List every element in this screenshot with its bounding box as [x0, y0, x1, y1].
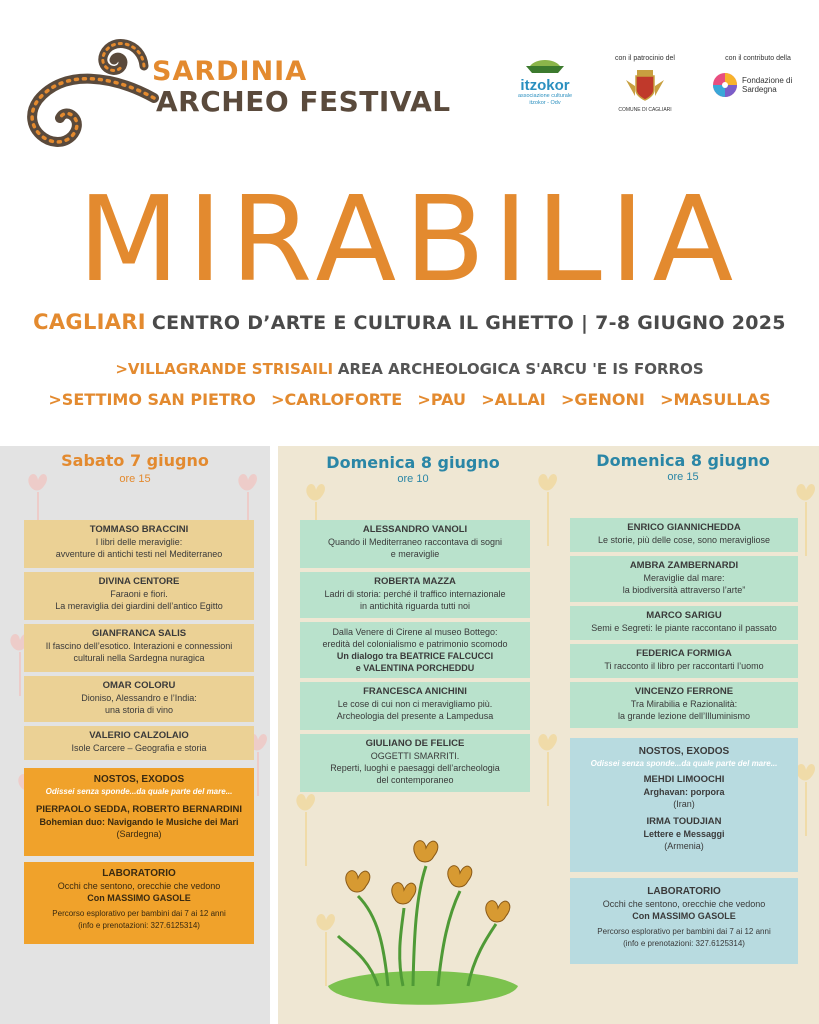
talk-line: e VALENTINA PORCHEDDU: [355, 663, 475, 673]
venue-villagrande-detail: AREA ARCHEOLOGICA S'ARCU 'E IS FORROS: [337, 360, 704, 378]
cagliari-crest-icon: [623, 66, 667, 104]
talk-line: avventure di antichi testi nel Mediterraneo: [55, 549, 223, 559]
day-date: 8 giugno: [690, 451, 770, 470]
talk-line: Con MASSIMO GASOLE: [632, 911, 736, 921]
day-time-sunday-morning: ore 10: [397, 473, 429, 485]
festival-logo-spiral: [24, 28, 159, 156]
speaker-name: FEDERICA FORMIGA: [636, 648, 732, 659]
talk-line: I libri delle meraviglie:: [95, 537, 183, 547]
speaker-name: AMBRA ZAMBERNARDI: [629, 560, 739, 571]
nostos-exodos-card: [570, 738, 798, 872]
nostos-exodos-card: [24, 768, 254, 856]
talk-line: Dalla Venere di Cirene al museo Bottego:: [332, 627, 498, 637]
itzokor-boat-icon: [522, 56, 568, 76]
venue-villagrande: >VILLAGRANDE STRISAILI: [115, 360, 334, 378]
speaker-name: VINCENZO FERRONE: [634, 686, 734, 697]
speaker-name: FRANCESCA ANICHINI: [363, 686, 467, 697]
talk-line: culturali nella Sardegna nuragica: [73, 653, 205, 663]
card-heading: LABORATORIO: [102, 868, 176, 879]
day-time-sunday-afternoon: ore 15: [667, 471, 699, 483]
talk-line: Un dialogo tra BEATRICE FALCUCCI: [336, 651, 494, 661]
talk-card: [300, 572, 530, 618]
talk-line: Arghavan: porpora: [643, 787, 725, 797]
speaker-name: GIULIANO DE FELICE: [365, 738, 465, 749]
talk-line: Archeologia del presente a Lampedusa: [336, 711, 494, 721]
talk-line: Reperti, luoghi e paesaggi dell’archeologia: [330, 763, 500, 773]
talk-line: Il fascino dell’esotico. Interazioni e connessioni: [45, 641, 233, 651]
talk-card: [570, 518, 798, 552]
talk-line: eredità del colonialismo e patrimonio scomodo: [322, 639, 508, 649]
speaker-name: DIVINA CENTORE: [98, 576, 180, 587]
talk-line: Bohemian duo: Navigando le Musiche dei Mari: [39, 817, 239, 827]
talk-line: del contemporaneo: [376, 775, 454, 785]
sponsor-itzokor: [510, 56, 580, 106]
talk-card: [24, 676, 254, 722]
day-name: Sabato: [61, 451, 125, 470]
talk-line: Ti racconto il libro per raccontarti l’uomo: [604, 661, 764, 671]
card-subheading: Odissei senza sponde...da quale parte del mare...: [45, 787, 233, 796]
card-heading: NOSTOS, EXODOS: [93, 774, 185, 785]
fondazione-logo-icon: [712, 72, 738, 98]
speaker-name: IRMA TOUDJIAN: [646, 816, 722, 827]
talk-card: [570, 606, 798, 640]
talk-line: Percorso esplorativo per bambini dai 7 ai 12 anni: [597, 927, 771, 936]
talk-line: Quando il Mediterraneo raccontava di sogni: [327, 537, 503, 547]
talk-line: Dioniso, Alessandro e l’India:: [81, 693, 197, 703]
venue-item: >SETTIMO SAN PIETRO: [48, 390, 256, 409]
talk-card: [24, 520, 254, 568]
location-city: CAGLIARI: [33, 310, 146, 334]
speaker-name: OMAR COLORU: [102, 680, 176, 691]
talk-line: (Iran): [673, 799, 695, 809]
comune-name: COMUNE DI CAGLIARI: [618, 107, 672, 113]
speaker-name: MEHDI LIMOOCHI: [643, 774, 725, 785]
program-columns-sunday: [278, 446, 819, 1024]
talk-card: [300, 520, 530, 568]
main-title: MIRABILIA: [77, 170, 742, 308]
talk-card: [24, 572, 254, 620]
venue-line-2: [0, 390, 819, 409]
logo-text-sardinia: SARDINIA: [152, 56, 308, 87]
speaker-name: GIANFRANCA SALIS: [91, 628, 187, 639]
itzokor-sub: associazione culturale itzokor - Odv: [517, 93, 573, 106]
talk-line: Le cose di cui non ci meravigliamo più.: [337, 699, 493, 709]
talk-line: Occhi che sentono, orecchie che vedono: [602, 899, 766, 909]
program-column-saturday: [0, 446, 270, 1024]
speaker-name: TOMMASO BRACCINI: [89, 524, 189, 535]
sponsor-comune-cagliari: [605, 55, 685, 113]
talk-line: Percorso esplorativo per bambini dai 7 ai 12 anni: [52, 909, 226, 918]
venue-item: >CARLOFORTE: [271, 390, 403, 409]
speaker-name: MARCO SARIGU: [646, 610, 722, 621]
talk-line: Isole Carcere – Geografia e storia: [71, 743, 207, 753]
talk-line: e meraviglie: [390, 549, 440, 559]
location-detail: CENTRO D’ARTE E CULTURA IL GHETTO | 7-8 GIUGNO 2025: [151, 312, 786, 334]
talk-card: [570, 682, 798, 728]
location-line: [0, 310, 819, 334]
day-title-sunday-morning: [278, 454, 548, 472]
talk-line: Faraoni e fiori.: [110, 589, 168, 599]
talk-line: (info e prenotazioni: 327.6125314): [78, 921, 200, 930]
talk-line: Tra Mirabilia e Razionalità:: [630, 699, 738, 709]
talk-card: [300, 622, 530, 678]
day-date: 7 giugno: [129, 451, 209, 470]
talk-line: (Armenia): [664, 841, 704, 851]
speaker-name: ALESSANDRO VANOLI: [362, 524, 468, 535]
day-date: 8 giugno: [420, 453, 500, 472]
talk-line: in antichità riguarda tutti noi: [359, 601, 471, 611]
talk-line: Con MASSIMO GASOLE: [87, 893, 191, 903]
talk-line: OGGETTI SMARRITI.: [370, 751, 460, 761]
venue-item: >ALLAI: [481, 390, 546, 409]
laboratorio-card: [24, 862, 254, 944]
card-subheading: Odissei senza sponde...da quale parte del mare...: [590, 759, 778, 768]
talk-line: la grande lezione dell’Illuminismo: [617, 711, 751, 721]
speaker-name: ENRICO GIANNICHEDDA: [627, 522, 741, 533]
itzokor-name: itzokor: [520, 77, 570, 94]
day-title-sunday-afternoon: [548, 452, 818, 470]
talk-line: la biodiversità attraverso l’arte”: [622, 585, 746, 595]
speaker-name: VALERIO CALZOLAIO: [89, 730, 189, 741]
talk-card: [24, 624, 254, 672]
talk-line: Semi e Segreti: le piante raccontano il passato: [591, 623, 777, 633]
speaker-name: ROBERTA MAZZA: [374, 576, 456, 587]
talk-line: una storia di vino: [104, 705, 174, 715]
venue-item: >MASULLAS: [660, 390, 771, 409]
day-name: Domenica: [596, 451, 686, 470]
talk-line: Meraviglie dal mare:: [643, 573, 725, 583]
talk-card: [300, 734, 530, 792]
talk-card: [570, 556, 798, 602]
talk-line: Occhi che sentono, orecchie che vedono: [57, 881, 221, 891]
contributo-caption: con il contributo della: [725, 55, 791, 62]
talk-line: (info e prenotazioni: 327.6125314): [623, 939, 745, 948]
card-heading: NOSTOS, EXODOS: [638, 746, 730, 757]
day-time-saturday: ore 15: [119, 473, 151, 485]
card-heading: LABORATORIO: [647, 886, 721, 897]
venue-item: >PAU: [417, 390, 466, 409]
laboratorio-card: [570, 878, 798, 964]
talk-line: (Sardegna): [116, 829, 162, 839]
day-title-saturday: [0, 452, 270, 470]
patrocinio-caption: con il patrocinio del: [615, 55, 675, 62]
talk-line: Lettere e Messaggi: [643, 829, 725, 839]
talk-card: [24, 726, 254, 760]
talk-card: [570, 644, 798, 678]
speaker-name: PIERPAOLO SEDDA, ROBERTO BERNARDINI: [35, 804, 243, 815]
talk-line: La meraviglia dei giardini dell’antico Egitto: [55, 601, 223, 611]
talk-card: [300, 682, 530, 730]
talk-line: Ladri di storia: perché il traffico internazionale: [324, 589, 506, 599]
day-name: Domenica: [326, 453, 416, 472]
sponsor-fondazione-sardegna: [712, 55, 804, 98]
venue-line-1: [0, 360, 819, 378]
fondazione-name: Fondazione di Sardegna: [742, 75, 793, 94]
talk-line: Le storie, più delle cose, sono meravigliose: [597, 535, 771, 545]
logo-text-archeo-festival: ARCHEO FESTIVAL: [156, 85, 451, 118]
venue-item: >GENONI: [561, 390, 645, 409]
iris-flowers-illustration: [318, 836, 528, 1016]
